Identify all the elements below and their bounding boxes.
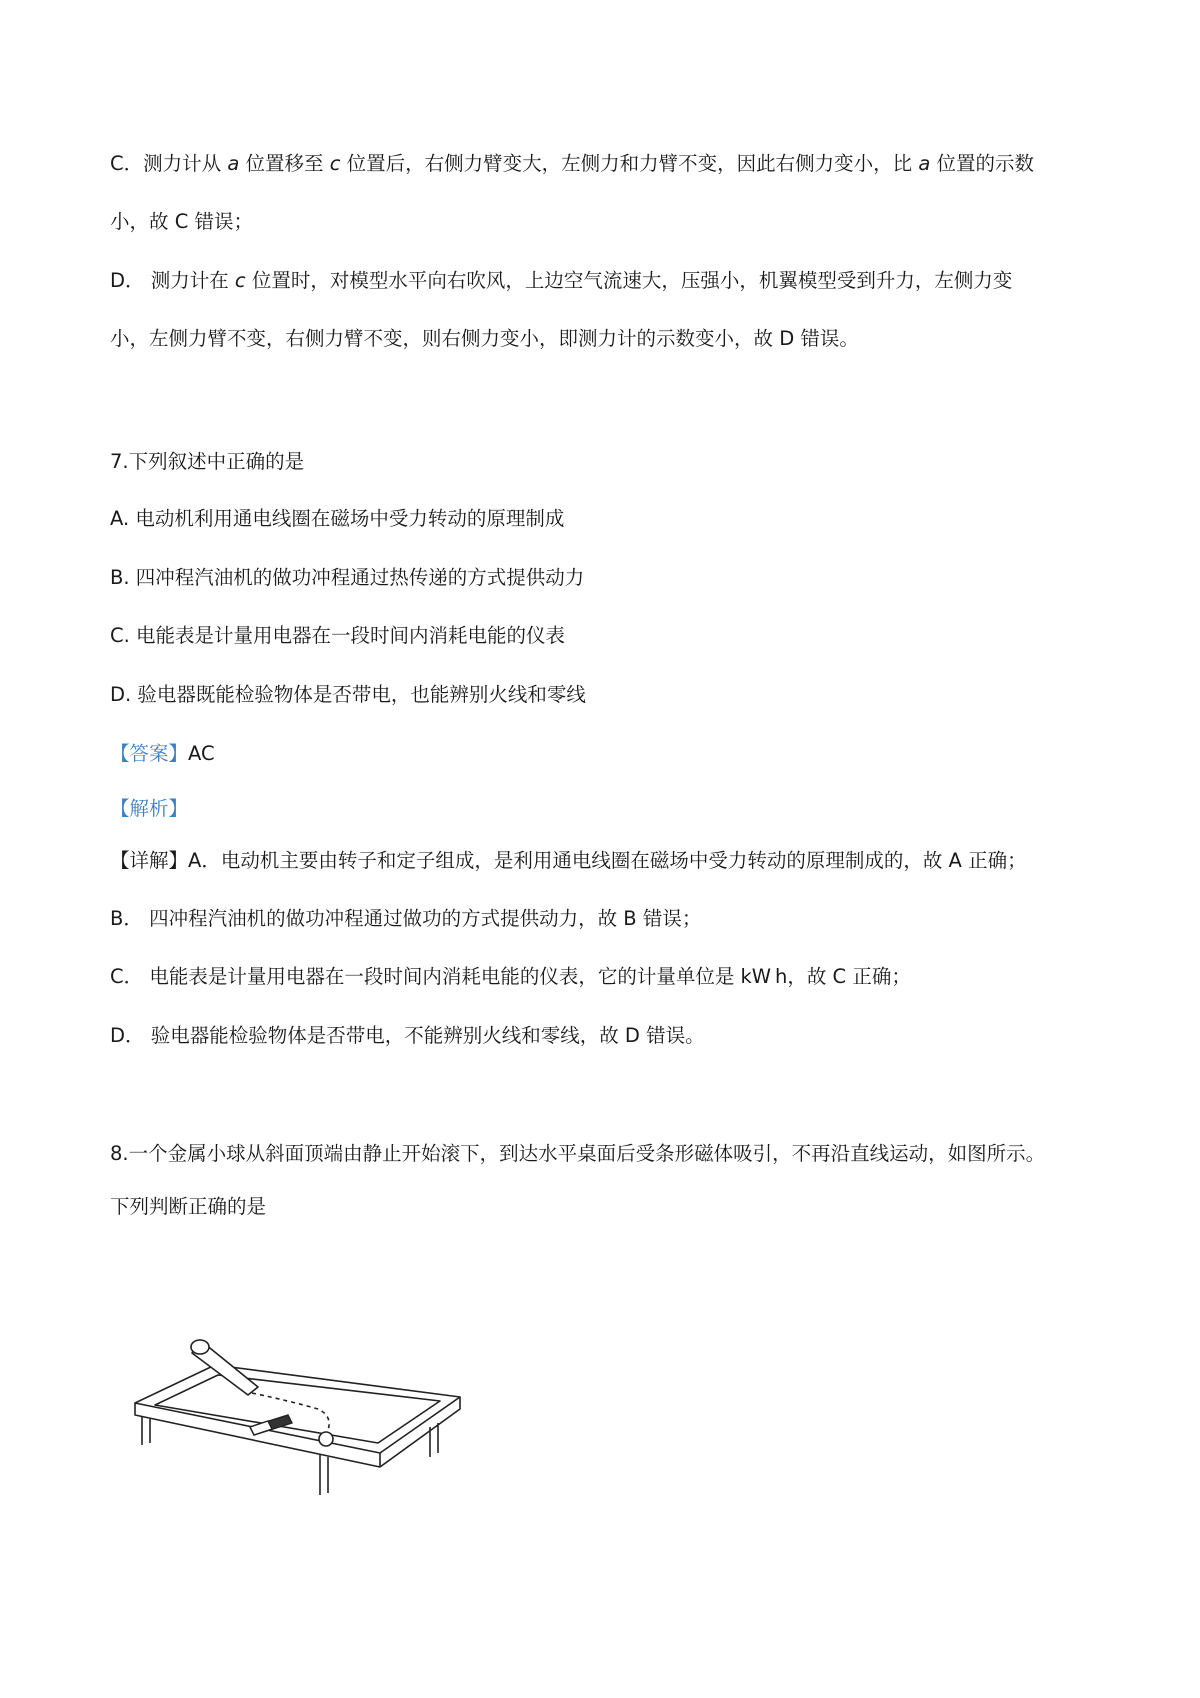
q7-option-c: C. 电能表是计量用电器在一段时间内消耗电能的仪表: [110, 624, 566, 647]
table-leg: [142, 1417, 150, 1445]
ramp-top-ball: [191, 1340, 209, 1354]
option-d-explanation-line2: 小，左侧力臂不变，右侧力臂不变，则右侧力变小，即测力计的示数变小，故 D 错误。: [110, 327, 859, 350]
table-top-outline: [135, 1365, 460, 1453]
ball-ramp-magnet-figure: [130, 1335, 470, 1530]
variable-a: a: [227, 152, 240, 175]
q7-detail-line4: D． 验电器能检验物体是否带电，不能辨别火线和零线，故 D 错误。: [110, 1024, 705, 1047]
answer-tag: 【答案】: [110, 742, 189, 765]
q7-option-a: A. 电动机利用通电线圈在磁场中受力转动的原理制成: [110, 507, 565, 530]
q7-detail-line3: C． 电能表是计量用电器在一段时间内消耗电能的仪表，它的计量单位是 kW h，故 C 正确；: [110, 965, 911, 988]
q7-detail-line1: 【详解】A．电动机主要由转子和定子组成，是利用通电线圈在磁场中受力转动的原理制成的，故 A 正确；: [110, 849, 1027, 872]
metal-ball: [319, 1432, 333, 1446]
text-segment: 位置的示数: [930, 152, 1034, 175]
question-8-stem-line1: 8.一个金属小球从斜面顶端由静止开始滚下，到达水平桌面后受条形磁体吸引，不再沿直线运动，如图所示。: [110, 1142, 1046, 1165]
q7-analysis-tag: 【解析】: [110, 797, 189, 820]
variable-c: c: [234, 269, 246, 292]
text-segment: 位置时，对模型水平向右吹风，上边空气流速大，压强小，机翼模型受到升力，左侧力变: [245, 269, 1013, 292]
option-c-explanation-line2: 小，故 C 错误；: [110, 210, 254, 233]
q7-option-d: D. 验电器既能检验物体是否带电，也能辨别火线和零线: [110, 683, 586, 706]
q7-answer: [110, 740, 215, 768]
text-segment: C．测力计从: [110, 152, 228, 175]
table-inner-rim: [155, 1375, 440, 1443]
text-segment: 位置后，右侧力臂变大，左侧力和力臂不变，因此右侧力变小，比: [340, 152, 919, 175]
text-segment: 位置移至: [239, 152, 330, 175]
q7-detail-line2: B． 四冲程汽油机的做功冲程通过做功的方式提供动力，故 B 错误；: [110, 907, 702, 930]
table-leg: [320, 1455, 328, 1495]
variable-a: a: [918, 152, 931, 175]
variable-c: c: [329, 152, 341, 175]
question-7-stem: 7.下列叙述中正确的是: [110, 450, 305, 473]
question-8-stem-line2: 下列判断正确的是: [110, 1195, 267, 1218]
bar-magnet: [250, 1415, 292, 1435]
text-segment: D． 测力计在: [110, 269, 235, 292]
option-c-explanation-line1: [110, 150, 1034, 178]
answer-value: AC: [188, 742, 215, 765]
q7-option-b: B. 四冲程汽油机的做功冲程通过热传递的方式提供动力: [110, 566, 585, 589]
option-d-explanation-line1: [110, 267, 1012, 295]
